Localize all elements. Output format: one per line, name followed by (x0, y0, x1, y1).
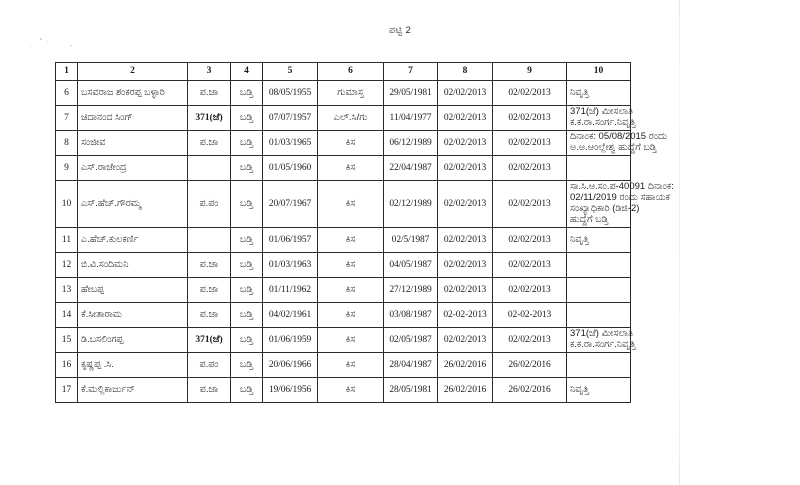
cell-serial-number: 10 (56, 181, 78, 228)
cell-date-of-birth: 07/07/1957 (263, 106, 318, 131)
cell-name: ಕೆ.ಸೀತಾರಾಮ (78, 303, 188, 328)
cell-serial-number: 17 (56, 378, 78, 403)
cell-date-col9: 02/02/2013 (493, 253, 567, 278)
cell-post: ಕಿಸ (318, 156, 384, 181)
cell-date-of-entry: 27/12/1989 (384, 278, 438, 303)
cell-date-col8: 02/02/2013 (438, 156, 493, 181)
scan-speck (70, 45, 72, 46)
cell-post: ಕಿಸ (318, 378, 384, 403)
cell-designation: ಬಡ್ತಿ (231, 106, 263, 131)
table-row (56, 353, 631, 378)
cell-date-col9: 02/02/2013 (493, 278, 567, 303)
cell-serial-number: 6 (56, 81, 78, 106)
cell-date-of-birth: 19/06/1956 (263, 378, 318, 403)
page-title: ಪಟ್ಟಿ 2 (388, 25, 412, 36)
column-number-1: 1 (56, 63, 78, 81)
cell-post: ಕಿಸ (318, 328, 384, 353)
cell-date-of-birth: 01/06/1957 (263, 228, 318, 253)
column-number-5: 5 (263, 63, 318, 81)
cell-name: ಸಂಜೀವ (78, 131, 188, 156)
cell-remarks (567, 253, 631, 278)
cell-serial-number: 9 (56, 156, 78, 181)
cell-date-of-entry: 28/05/1981 (384, 378, 438, 403)
cell-post: ಕಿಸ (318, 181, 384, 228)
cell-date-col9: 02/02/2013 (493, 131, 567, 156)
cell-designation: ಬಡ್ತಿ (231, 253, 263, 278)
cell-designation: ಬಡ್ತಿ (231, 81, 263, 106)
column-number-8: 8 (438, 63, 493, 81)
scan-speck (40, 38, 42, 40)
cell-name: ಎ.ಹೆಚ್.ಕುಲಕರ್ಣಿ (78, 228, 188, 253)
column-number-6: 6 (318, 63, 384, 81)
cell-remarks (567, 228, 631, 253)
remark-line: ಸಾ.ಸಿ.ಆ.ಸಂ.ಪ-40091 ದಿನಾಂಕ: (570, 181, 674, 193)
cell-date-col9: 02/02/2013 (493, 156, 567, 181)
cell-name: ಬಿ.ವಿ.ಸಂದಿಮನಿ (78, 253, 188, 278)
cell-date-of-birth: 20/07/1967 (263, 181, 318, 228)
table-row (56, 131, 631, 156)
table-row (56, 278, 631, 303)
cell-date-of-entry: 29/05/1981 (384, 81, 438, 106)
cell-designation: ಬಡ್ತಿ (231, 278, 263, 303)
remark-line: ಕ.ಕ.ರಾ.ಸಂರ್ಗ.ನಿವೃತ್ತಿ (570, 117, 636, 128)
cell-remarks (567, 131, 668, 156)
remark-line: ನಿವೃತ್ತಿ (570, 383, 589, 395)
cell-date-of-birth: 04/02/1961 (263, 303, 318, 328)
table-row (56, 156, 631, 181)
cell-date-col9: 02/02/2013 (493, 106, 567, 131)
cell-date-col8: 26/02/2016 (438, 353, 493, 378)
cell-remarks (567, 181, 674, 228)
table-row (56, 181, 631, 228)
cell-remarks (567, 278, 631, 303)
cell-date-col9: 02/02/2013 (493, 81, 567, 106)
cell-name: ಕೃಷ್ಣಪ್ಪ .ಸಿ. (78, 353, 188, 378)
cell-post: ಗುಮಾಸ್ತ (318, 81, 384, 106)
cell-post: ಎಲ್.ಸಿ/ಗು (318, 106, 384, 131)
table-row (56, 106, 631, 131)
cell-date-col8: 26/02/2016 (438, 378, 493, 403)
cell-designation: ಬಡ್ತಿ (231, 181, 263, 228)
column-number-7: 7 (384, 63, 438, 81)
cell-date-of-entry: 02/12/1989 (384, 181, 438, 228)
cell-date-col8: 02/02/2013 (438, 228, 493, 253)
column-number-9: 9 (493, 63, 567, 81)
remark-line: 371(ಜೆ) ಮೀಸಲಾತಿ (570, 106, 633, 118)
cell-category: 371(ಜೆ) (188, 328, 231, 353)
cell-date-of-entry: 11/04/1977 (384, 106, 438, 131)
remark-line: ನಿವೃತ್ತಿ (570, 86, 589, 98)
remark-line: ಕ.ಕ.ರಾ.ಸಂರ್ಗ.ನಿವೃತ್ತಿ (570, 339, 636, 350)
table-header (56, 63, 631, 81)
table-body (56, 81, 674, 403)
scan-edge-artifact (679, 0, 680, 485)
records-table-container (55, 62, 674, 403)
column-number-3: 3 (188, 63, 231, 81)
cell-name: ಚಿದಾನಂದ ಸಿಂಗ್ (78, 106, 188, 131)
column-number-4: 4 (231, 63, 263, 81)
cell-serial-number: 13 (56, 278, 78, 303)
cell-serial-number: 16 (56, 353, 78, 378)
cell-date-col8: 02/02/2013 (438, 131, 493, 156)
cell-date-of-birth: 01/03/1963 (263, 253, 318, 278)
cell-date-of-entry: 03/08/1987 (384, 303, 438, 328)
cell-designation: ಬಡ್ತಿ (231, 378, 263, 403)
cell-serial-number: 8 (56, 131, 78, 156)
cell-post: ಕಿಸ (318, 353, 384, 378)
cell-date-col9: 26/02/2016 (493, 378, 567, 403)
cell-category: ಪ.ಜಾ (188, 278, 231, 303)
cell-post: ಕಿಸ (318, 228, 384, 253)
scan-speck (47, 41, 48, 42)
cell-serial-number: 12 (56, 253, 78, 278)
cell-date-of-birth: 01/06/1959 (263, 328, 318, 353)
cell-date-of-birth: 01/03/1965 (263, 131, 318, 156)
cell-serial-number: 15 (56, 328, 78, 353)
cell-designation: ಬಡ್ತಿ (231, 328, 263, 353)
column-number-10: 10 (567, 63, 631, 81)
cell-remarks (567, 156, 631, 181)
cell-name: ಡಿ.ಬಸಲಿಂಗಪ್ಪ (78, 328, 188, 353)
cell-name: ಬಸವರಾಜ ಶಂಕರಪ್ಪ ಬಳ್ಳಾರಿ (78, 81, 188, 106)
remark-line: ಸಂಖ್ಯಾಧಿಕಾರಿ (ಡಿಜಿ-2) (570, 203, 640, 214)
remark-line: ನಿವೃತ್ತಿ (570, 233, 589, 245)
cell-date-of-birth: 08/05/1955 (263, 81, 318, 106)
cell-date-of-entry: 02/05/1987 (384, 328, 438, 353)
remark-line: ಹುದ್ದೆಗೆ ಬಡ್ತಿ (570, 213, 609, 225)
cell-serial-number: 11 (56, 228, 78, 253)
records-table (55, 62, 674, 403)
cell-category: ಪ.ಪಂ (188, 353, 231, 378)
scan-speck (30, 46, 31, 47)
cell-serial-number: 14 (56, 303, 78, 328)
cell-remarks (567, 353, 631, 378)
cell-name: ಹೇಬಪ್ಪ (78, 278, 188, 303)
cell-date-col8: 02/02/2013 (438, 278, 493, 303)
table-row (56, 253, 631, 278)
cell-date-col8: 02-02-2013 (438, 303, 493, 328)
cell-date-of-birth: 20/06/1966 (263, 353, 318, 378)
cell-date-col8: 02/02/2013 (438, 328, 493, 353)
cell-date-col8: 02/02/2013 (438, 106, 493, 131)
cell-post: ಕಿಸ (318, 278, 384, 303)
table-row (56, 303, 631, 328)
cell-date-col9: 02-02-2013 (493, 303, 567, 328)
cell-remarks (567, 378, 631, 403)
cell-category: ಪ.ಜಾ (188, 378, 231, 403)
cell-date-of-entry: 06/12/1989 (384, 131, 438, 156)
cell-date-col9: 02/02/2013 (493, 328, 567, 353)
cell-serial-number: 7 (56, 106, 78, 131)
cell-date-col8: 02/02/2013 (438, 253, 493, 278)
cell-date-of-entry: 04/05/1987 (384, 253, 438, 278)
cell-remarks (567, 81, 631, 106)
cell-designation: ಬಡ್ತಿ (231, 228, 263, 253)
cell-post: ಕಿಸ (318, 253, 384, 278)
cell-post: ಕಿಸ (318, 303, 384, 328)
cell-category: ಪ.ಜಾ (188, 81, 231, 106)
cell-category: ಪ.ಜಾ (188, 131, 231, 156)
remark-line: 371(ಜೆ) ಮೀಸಲಾತಿ (570, 328, 633, 340)
cell-date-col8: 02/02/2013 (438, 81, 493, 106)
cell-designation: ಬಡ್ತಿ (231, 156, 263, 181)
table-row (56, 378, 631, 403)
cell-category (188, 156, 231, 181)
cell-date-of-entry: 02/5/1987 (384, 228, 438, 253)
remark-line: ದಿನಾಂಕ: 05/08/2015 ರಂದು (570, 131, 668, 143)
table-row (56, 328, 631, 353)
cell-date-of-birth: 01/05/1960 (263, 156, 318, 181)
cell-date-col9: 26/02/2016 (493, 353, 567, 378)
cell-remarks (567, 328, 636, 353)
cell-date-of-entry: 22/04/1987 (384, 156, 438, 181)
column-number-2: 2 (78, 63, 188, 81)
cell-post: ಕಿಸ (318, 131, 384, 156)
cell-remarks (567, 106, 636, 131)
cell-designation: ಬಡ್ತಿ (231, 353, 263, 378)
cell-category: 371(ಜೆ) (188, 106, 231, 131)
cell-category: ಪ.ಜಾ (188, 303, 231, 328)
table-row (56, 81, 631, 106)
cell-date-col9: 02/02/2013 (493, 228, 567, 253)
cell-category: ಪ.ಜಾ (188, 253, 231, 278)
cell-category: ಪ.ಪಂ (188, 181, 231, 228)
cell-remarks (567, 303, 631, 328)
remark-line: ಅ.ಅ.ಆಂಲ್ಲೇಶ್ವ ಹುದ್ದೆಗೆ ಬಡ್ತಿ (570, 142, 657, 153)
cell-name: ಎಸ್.ಹೆಚ್.ಗೌರಮ್ಮ (78, 181, 188, 228)
cell-name: ಕೆ.ಮಲ್ಲಿಕಾರ್ಜುನ್ (78, 378, 188, 403)
table-row (56, 228, 631, 253)
cell-date-col8: 02/02/2013 (438, 181, 493, 228)
remark-line: 02/11/2019 ರಂದು ಸಹಾಯಕ (570, 192, 670, 204)
cell-name: ಎಸ್.ರಾಜೇಂದ್ರ (78, 156, 188, 181)
cell-date-of-entry: 28/04/1987 (384, 353, 438, 378)
cell-designation: ಬಡ್ತಿ (231, 303, 263, 328)
cell-category (188, 228, 231, 253)
cell-date-of-birth: 01/11/1962 (263, 278, 318, 303)
cell-date-col9: 02/02/2013 (493, 181, 567, 228)
cell-designation: ಬಡ್ತಿ (231, 131, 263, 156)
column-number-row (56, 63, 631, 81)
